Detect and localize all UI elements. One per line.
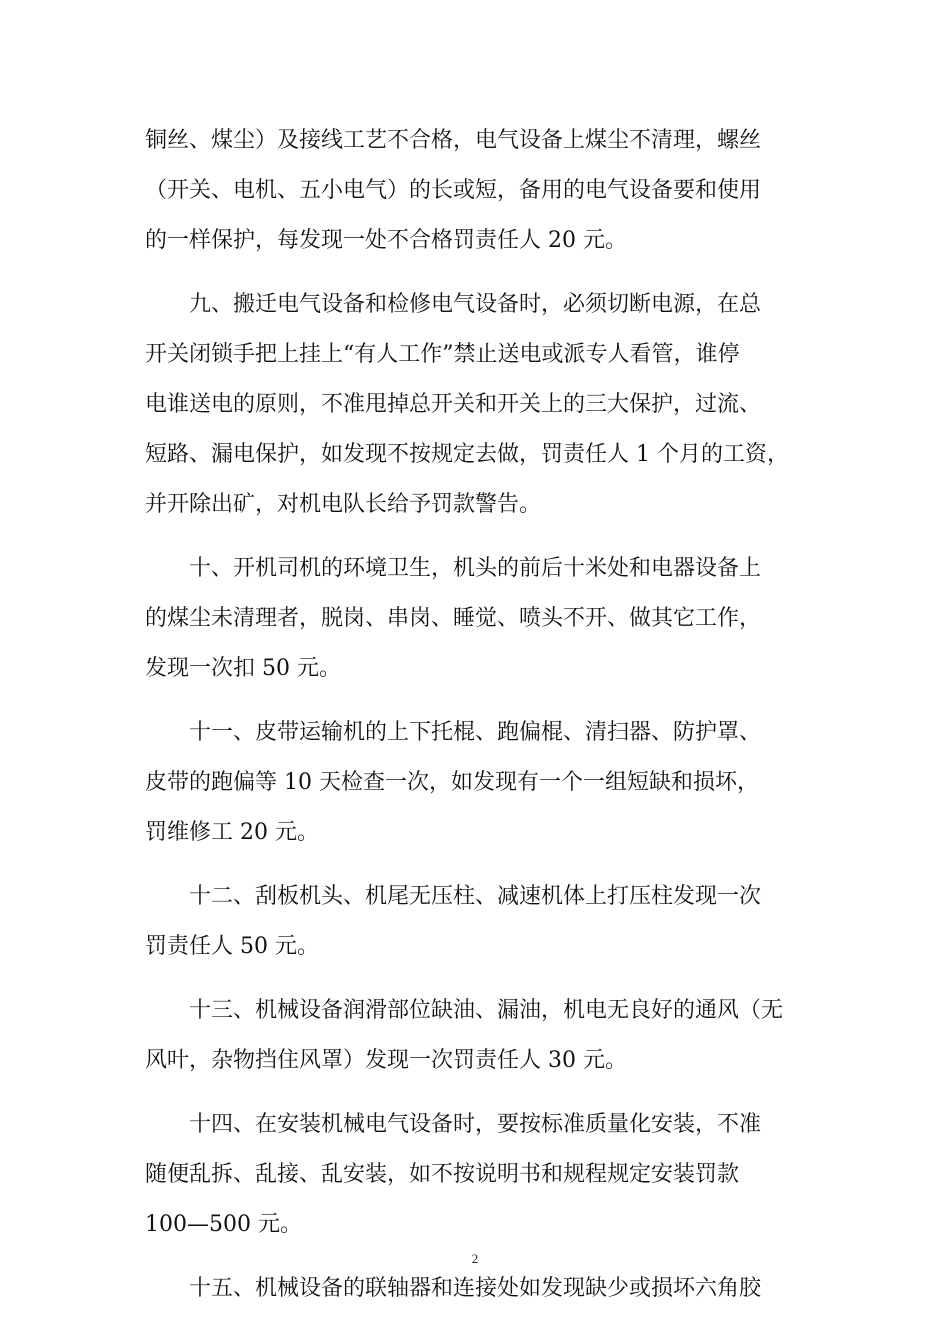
text-line: 铜丝、煤尘）及接线工艺不合格，电气设备上煤尘不清理，螺丝: [145, 128, 762, 153]
text-line: 十五、机械设备的联轴器和连接处如发现缺少或损坏六角胶: [189, 1276, 762, 1301]
text-line: 十二、刮板机头、机尾无压柱、减速机体上打压柱发现一次: [189, 884, 762, 909]
text-line: 罚责任人 50 元。: [145, 934, 319, 959]
page-number: 2: [471, 1251, 479, 1266]
text-line: 电谁送电的原则，不准甩掉总开关和开关上的三大保护，过流、: [145, 392, 762, 417]
text-line: 十一、皮带运输机的上下托棍、跑偏棍、清扫器、防护罩、: [189, 720, 762, 745]
text-line: 十四、在安装机械电气设备时，要按标准质量化安装，不准: [189, 1112, 762, 1137]
paragraph-8-continued: [145, 116, 810, 266]
paragraph-13: [145, 986, 810, 1086]
text-line: 的一样保护，每发现一处不合格罚责任人 20 元。: [145, 228, 627, 253]
text-line: 并开除出矿，对机电队长给予罚款警告。: [145, 492, 542, 517]
text-line: 100—500 元。: [145, 1212, 302, 1237]
text-line: 皮带的跑偏等 10 天检查一次，如发现有一个一组短缺和损坏，: [145, 770, 759, 795]
text-line: 开关闭锁手把上挂上“有人工作”禁止送电或派专人看管，谁停: [145, 342, 740, 367]
text-line: 十、开机司机的环境卫生，机头的前后十米处和电器设备上: [189, 556, 762, 581]
text-line: 罚维修工 20 元。: [145, 820, 319, 845]
text-line: 风叶，杂物挡住风罩）发现一次罚责任人 30 元。: [145, 1048, 627, 1073]
paragraph-12: [145, 872, 810, 972]
paragraph-11: [145, 708, 810, 858]
paragraph-10: [145, 544, 810, 694]
text-line: 的煤尘未清理者，脱岗、串岗、睡觉、喷头不开、做其它工作，: [145, 606, 762, 631]
paragraph-14: [145, 1100, 810, 1250]
text-line: 短路、漏电保护，如发现不按规定去做，罚责任人 1 个月的工资，: [145, 442, 789, 467]
text-line: （开关、电机、五小电气）的长或短，备用的电气设备要和使用: [145, 178, 762, 203]
paragraph-15: [145, 1264, 810, 1314]
text-line: 九、搬迁电气设备和检修电气设备时，必须切断电源，在总: [189, 292, 762, 317]
text-line: 发现一次扣 50 元。: [145, 656, 341, 681]
document-body: [145, 116, 810, 1314]
paragraph-9: [145, 280, 810, 530]
text-line: 随便乱拆、乱接、乱安装，如不按说明书和规程规定安装罚款: [145, 1162, 740, 1187]
text-line: 十三、机械设备润滑部位缺油、漏油，机电无良好的通风（无: [189, 998, 784, 1023]
